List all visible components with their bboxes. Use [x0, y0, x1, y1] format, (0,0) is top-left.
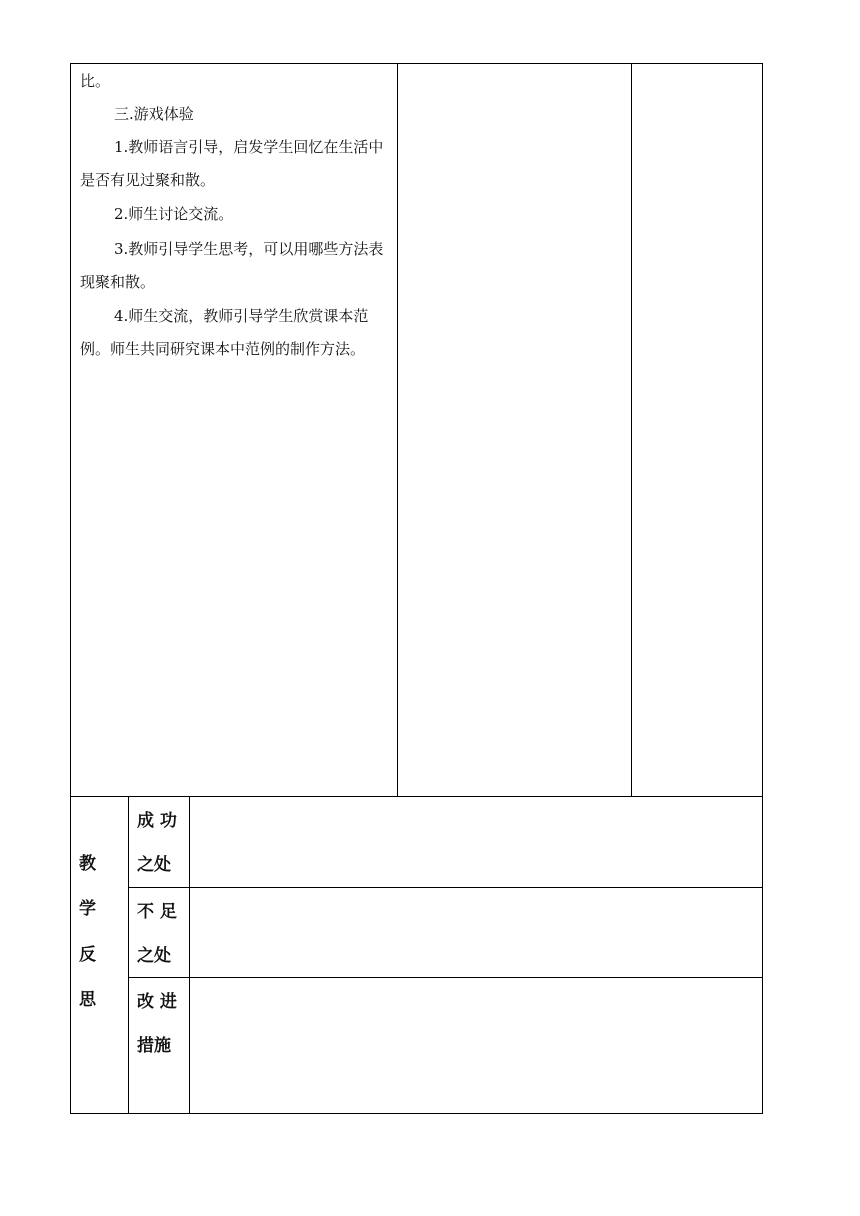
reflection-row-label-improvement: 改 进 措施 [137, 992, 177, 1056]
label-char: 思 [79, 990, 96, 1010]
empty-cell-right [632, 64, 762, 796]
reflection-row-label-success: 成 功 之处 [137, 811, 177, 875]
empty-cell-middle [398, 64, 631, 796]
list-item: 4.师生交流，教师引导学生欣赏课本范例。师生共同研究课本中范例的制作方法。 [80, 307, 369, 358]
list-item: 1.教师语言引导，启发学生回忆在生活中是否有见过聚和散。 [80, 138, 384, 189]
label-char: 教 [79, 854, 96, 874]
label-char: 反 [79, 945, 96, 965]
text-line: 比。 [80, 72, 111, 90]
reflection-content-success [192, 800, 757, 884]
list-item: 2.师生讨论交流。 [114, 205, 234, 223]
reflection-row-label-shortcoming: 不 足 之处 [137, 902, 177, 966]
list-item: 3.教师引导学生思考，可以用哪些方法表现聚和散。 [80, 240, 384, 291]
label-char: 学 [79, 899, 96, 919]
section-title: 三.游戏体验 [114, 105, 194, 123]
reflection-content-shortcoming [192, 890, 757, 974]
reflection-content-improvement [192, 980, 757, 1110]
